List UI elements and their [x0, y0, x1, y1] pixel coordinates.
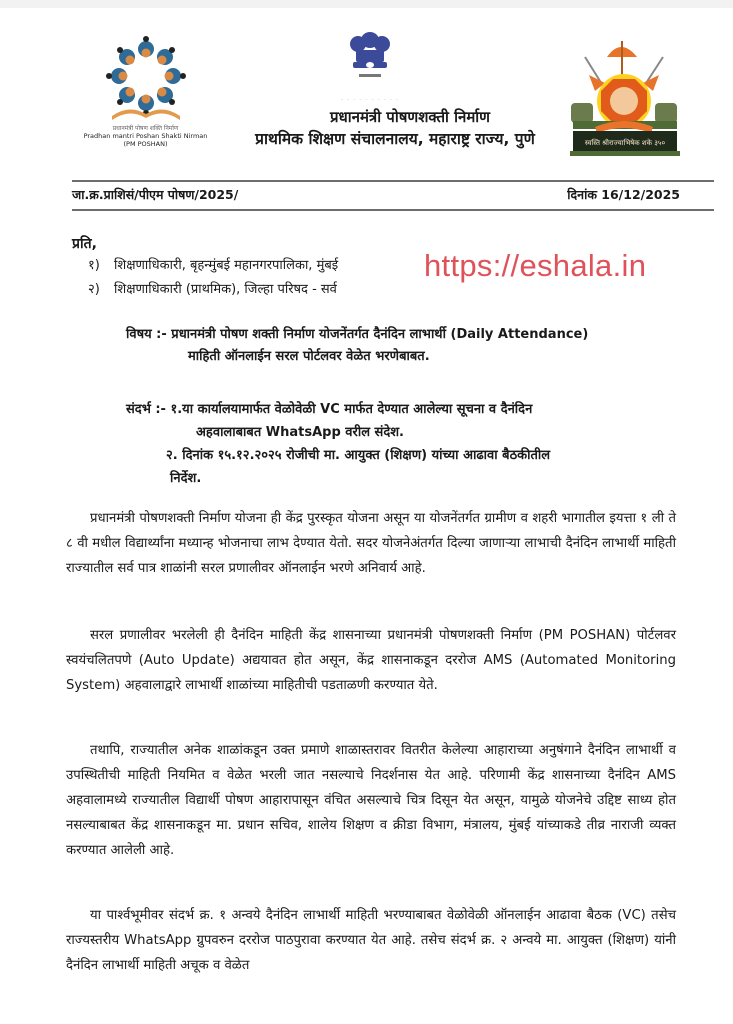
emblem-caption: - - - - - - - - - - [341, 96, 399, 103]
logo-caption-abbrev: (PM POSHAN) [123, 140, 168, 148]
org-title-line-2: प्राथमिक शिक्षण संचालनालय, महाराष्ट्र राज्य, पुणे [255, 130, 535, 148]
logo-caption-marathi: प्रधानमंत्री पोषण शक्ति निर्माण [112, 125, 179, 132]
svg-text:स्वस्ति श्रीराज्याभिषेक शके ३५: स्वस्ति श्रीराज्याभिषेक शके ३५० [584, 139, 666, 147]
reference-row [72, 186, 712, 203]
ashoka-emblem [345, 30, 395, 82]
recipients-heading: प्रति, [72, 236, 97, 252]
recipient-item [88, 280, 337, 300]
paragraph-text: सरल प्रणालीवर भरलेली ही दैनंदिन माहिती केंद्र शासनाच्या प्रधानमंत्री पोषणशक्ती निर्माण (PM POSHAN) पोर्टलवर स्वयंचलितपणे (Auto Update) अद्ययावत होत असून, केंद्र शासनाकडून दररोज AMS (Automated Monitoring System) अहवालाद्वारे लाभार्थी शाळांच्या माहितीची पडताळणी करण्यात येते. [66, 628, 676, 693]
paragraph-text: या पार्श्वभूमीवर संदर्भ क्र. १ अन्वये दैनंदिन लाभार्थी माहिती भरण्याबाबत वेळोवेळी ऑनलाईन आढावा बैठक (VC) तसेच राज्यस्तरीय WhatsApp ग्रुपवरुन दररोज पाठपुरावा करण्यात येत आहे. तसेच संदर्भ क्र. २ अन्वये मा. आयुक्त (शिक्षण) यांनी दैनंदिन लाभार्थी माहिती अचूक व वेळेत [66, 908, 676, 973]
reference-line-1: संदर्भ :- १.या कार्यालयामार्फत वेळोवेळी VC मार्फत देण्यात आलेल्या सूचना व दैनंदिन [126, 402, 533, 417]
logo-caption-english: Pradhan mantri Poshan Shakti Nirman [83, 132, 208, 140]
references-block [126, 398, 686, 490]
body-paragraph [66, 738, 676, 863]
body-paragraph [66, 506, 676, 581]
body-paragraph [66, 623, 676, 698]
watermark-url: https://eshala.in [424, 248, 647, 283]
org-title-line-1: प्रधानमंत्री पोषणशक्ती निर्माण [329, 108, 491, 126]
subject-line-2: माहिती ऑनलाईन सरल पोर्टलवर वेळेत भरणेबाबत. [188, 349, 430, 364]
subject-line-1: विषय :- प्रधानमंत्री पोषण शक्ती निर्माण योजनेंतर्गत दैनंदिन लाभार्थी (Daily Attendance) [126, 327, 589, 342]
header-divider-bottom [72, 209, 714, 211]
paragraph-text: प्रधानमंत्री पोषणशक्ती निर्माण योजना ही केंद्र पुरस्कृत योजना असून या योजनेंतर्गत ग्रामीण व शहरी भागातील इयत्ता १ ली ते ८ वी मधील विद्यार्थ्यांना मध्यान्ह भोजनाचा लाभ देण्यात येतो. सदर योजनेअंतर्गत दिल्या जाणाऱ्या लाभाची दैनंदिन लाभार्थी माहिती राज्यातील सर्व पात्र शाळांनी सरल प्रणालीवर ऑनलाईन भरणे अनिवार्य आहे. [66, 511, 676, 576]
pm-poshan-logo-icon [104, 36, 188, 124]
subject-block [126, 324, 686, 368]
reference-line-2-cont: निर्देश. [170, 471, 202, 486]
recipient-number: १) [88, 258, 100, 273]
organization-title [200, 106, 620, 150]
reference-line-2: २. दिनांक १५.१२.२०२५ रोजीची मा. आयुक्त (शिक्षण) यांच्या आढावा बैठकीतील [166, 448, 551, 463]
top-edge-bar [0, 0, 733, 8]
recipient-text: शिक्षणाधिकारी (प्राथमिक), जिल्हा परिषद - सर्व [114, 282, 337, 297]
recipient-item [88, 256, 338, 276]
header-divider-top [72, 180, 714, 182]
letter-date: दिनांक 16/12/2025 [567, 187, 680, 202]
recipient-text: शिक्षणाधिकारी, बृहन्मुंबई महानगरपालिका, मुंबई [114, 258, 339, 273]
paragraph-text: तथापि, राज्यातील अनेक शाळांकडून उक्त प्रमाणे शाळास्तरावर वितरीत केलेल्या आहाराच्या अनुषंगाने दैनंदिन लाभार्थी व उपस्थितीची माहिती नियमित व वेळेत भरली जात नसल्याचे निदर्शनास येत आहे. परिणामी केंद्र शासनाच्या दैनंदिन AMS अहवालामध्ये राज्यातील विद्यार्थी पोषण आहारापासून वंचित असल्याचे चित्र दिसून येत असून, यामुळे योजनेचे उद्दिष्ट साध्य होत नसल्याबाबत केंद्र शासनाकडून मा. प्रधान सचिव, शालेय शिक्षण व क्रीडा विभाग, मंत्रालय, मुंबई यांच्याकडे तीव्र नाराजी व्यक्त करण्यात आलेली आहे. [66, 743, 676, 858]
body-paragraph [66, 903, 676, 978]
reference-number: जा.क्र.प्राशिसं/पीएम पोषण/2025/ [72, 187, 239, 202]
reference-line-1-cont: अहवालाबाबत WhatsApp वरील संदेश. [196, 425, 404, 440]
recipient-number: २) [88, 282, 100, 297]
ashoka-emblem-icon [345, 30, 395, 82]
